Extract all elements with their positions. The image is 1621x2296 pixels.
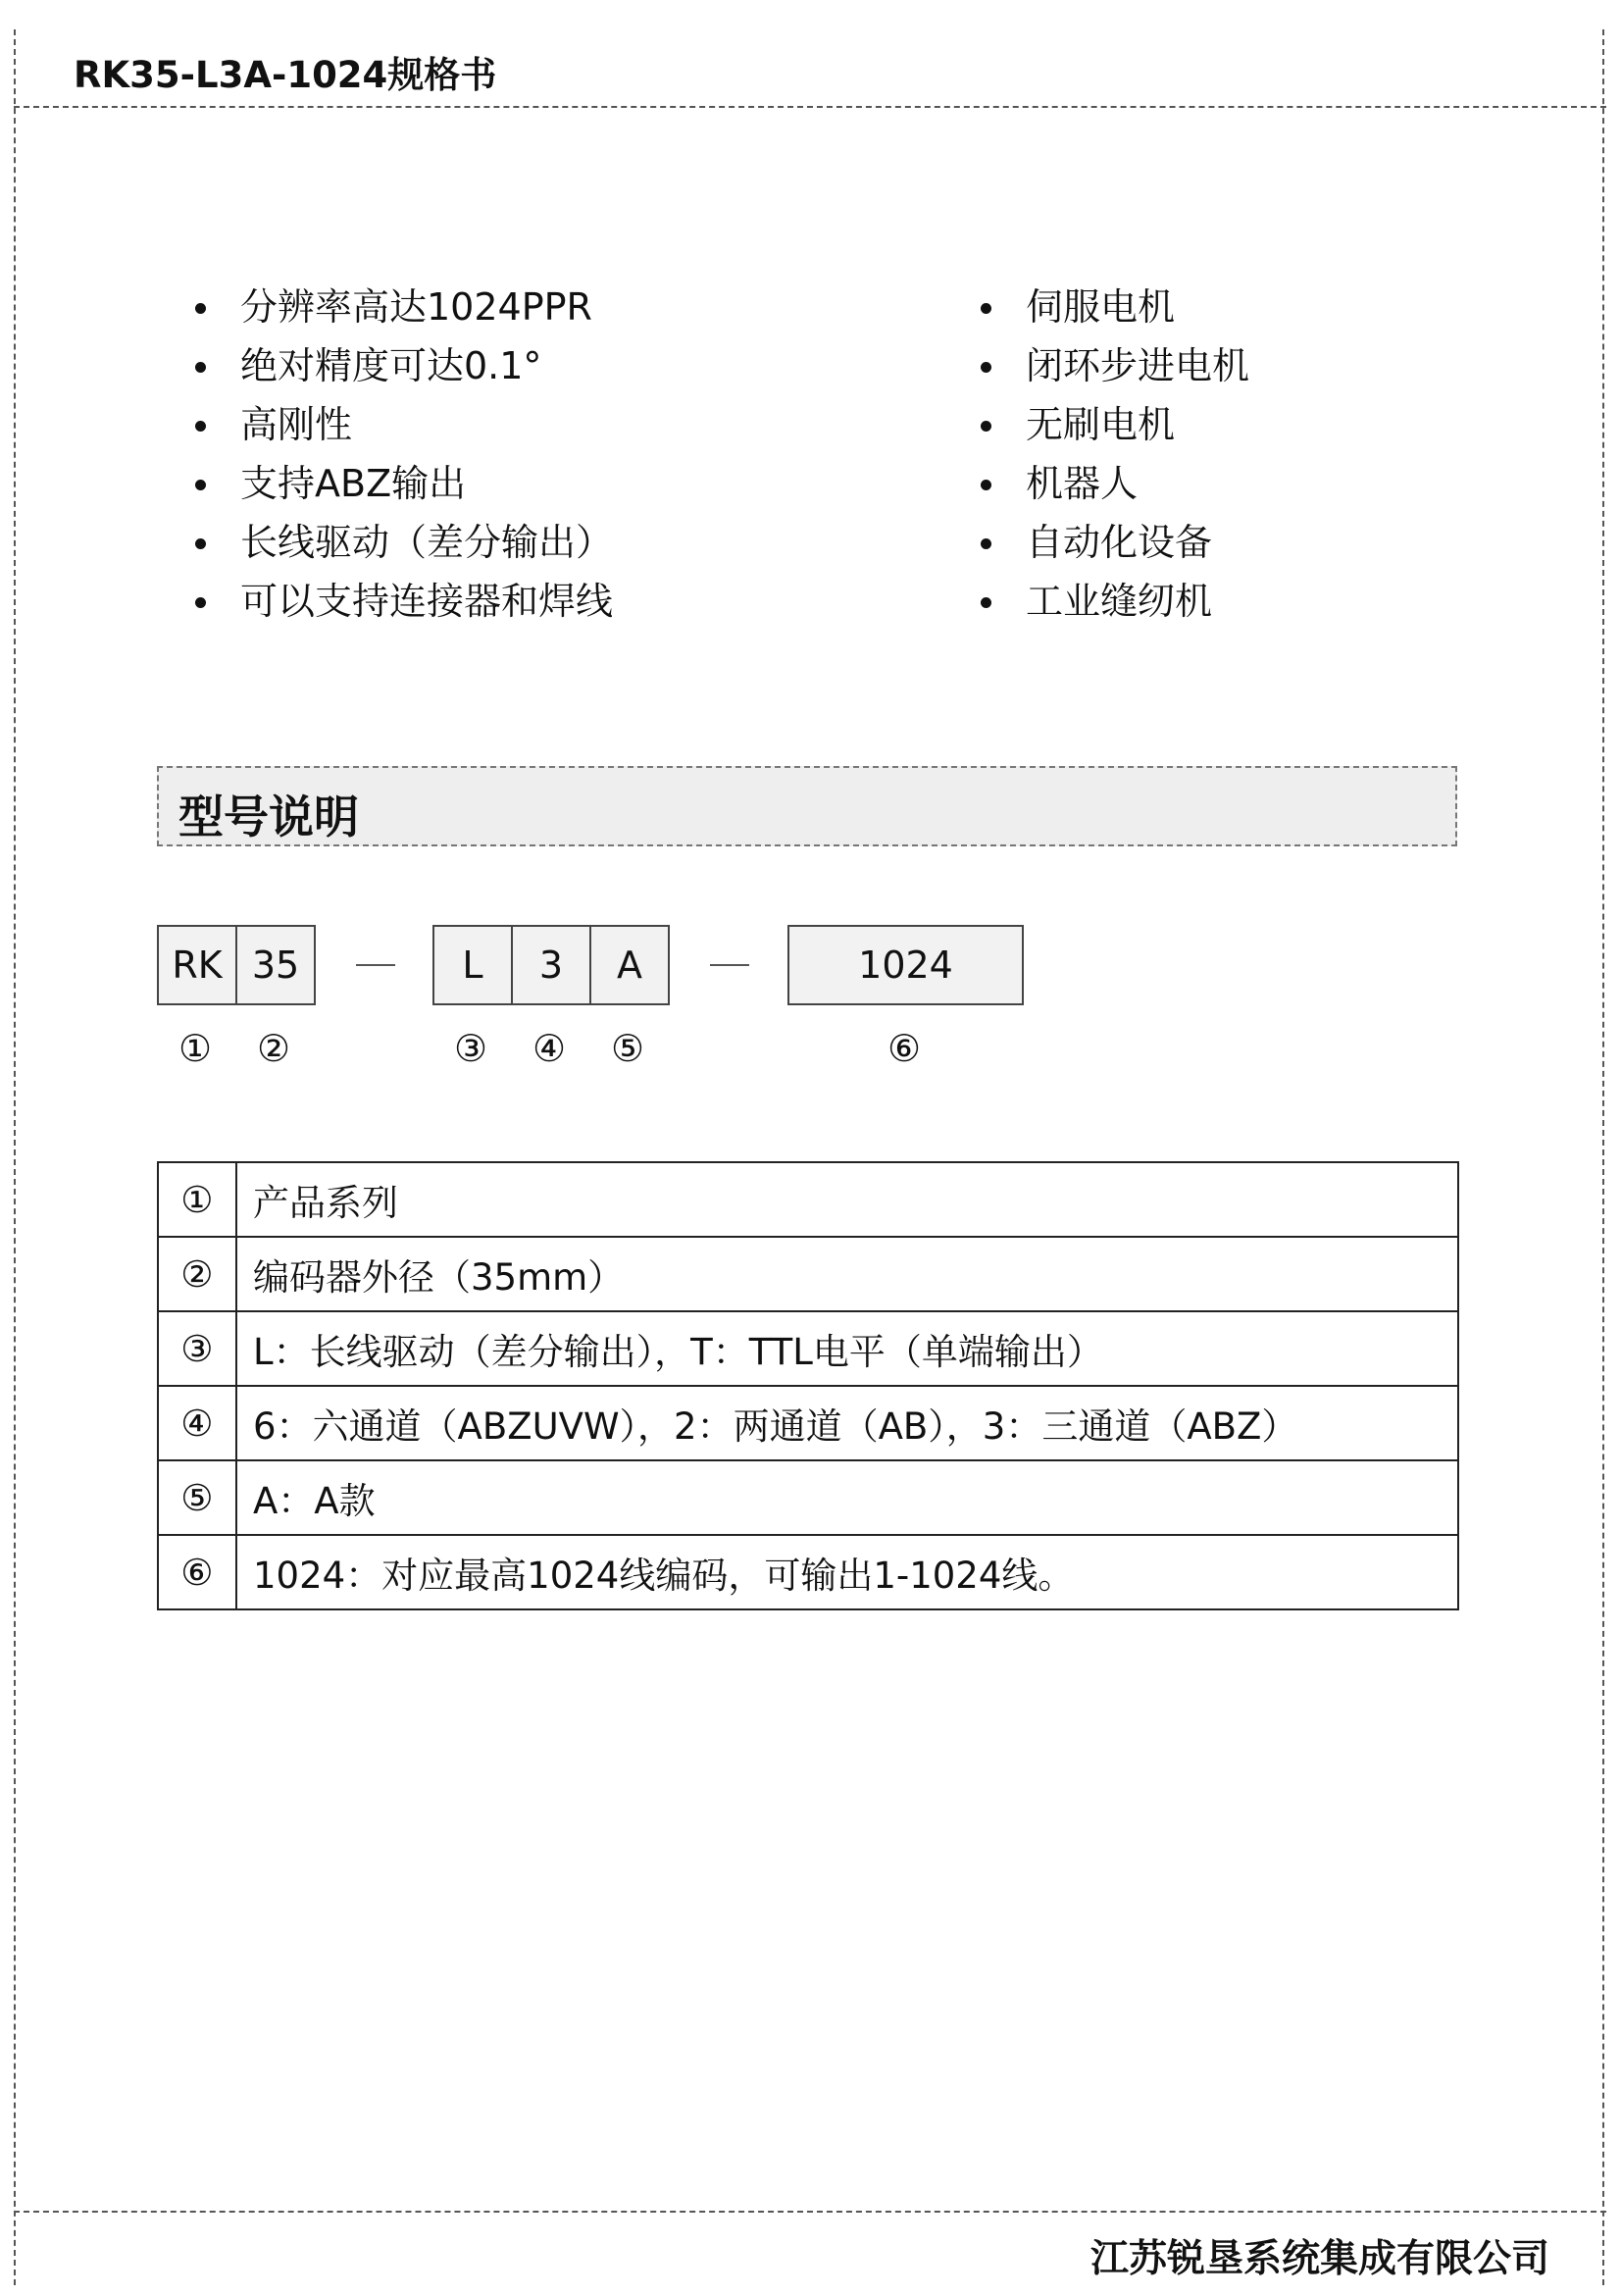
feature-item: 分辨率高达1024PPR <box>195 278 613 336</box>
code-part-series: RK <box>157 925 237 1005</box>
feature-item: 高刚性 <box>195 395 613 454</box>
company-name: 江苏锐垦系统集成有限公司 <box>1089 2237 1549 2281</box>
code-separator <box>356 964 395 966</box>
table-row <box>158 1311 1458 1386</box>
row-description: A：A款 <box>236 1460 1458 1535</box>
row-index: ④ <box>158 1386 236 1460</box>
application-item: 自动化设备 <box>981 513 1249 572</box>
feature-item: 可以支持连接器和焊线 <box>195 572 613 631</box>
application-item: 工业缝纫机 <box>981 572 1249 631</box>
table-row <box>158 1535 1458 1609</box>
code-part-resolution: 1024 <box>787 925 1024 1005</box>
feature-item: 长线驱动（差分输出） <box>195 513 613 572</box>
application-item: 伺服电机 <box>981 278 1249 336</box>
row-description: L：长线驱动（差分输出），T：TTL电平（单端输出） <box>236 1311 1458 1386</box>
table-row <box>158 1386 1458 1460</box>
index-marker: ② <box>256 1027 291 1070</box>
row-index: ① <box>158 1162 236 1237</box>
index-marker: ⑥ <box>886 1027 922 1070</box>
application-item: 机器人 <box>981 454 1249 513</box>
feature-item: 支持ABZ输出 <box>195 454 613 513</box>
table-row <box>158 1460 1458 1535</box>
application-item: 无刷电机 <box>981 395 1249 454</box>
model-spec-table <box>157 1161 1459 1610</box>
row-description: 1024：对应最高1024线编码，可输出1-1024线。 <box>236 1535 1458 1609</box>
application-list <box>981 278 1249 631</box>
code-part-version: A <box>589 925 670 1005</box>
code-part-channels: 3 <box>511 925 591 1005</box>
section-title: 型号说明 <box>178 791 359 843</box>
row-index: ③ <box>158 1311 236 1386</box>
index-marker: ③ <box>453 1027 488 1070</box>
index-marker: ④ <box>532 1027 567 1070</box>
row-index: ⑤ <box>158 1460 236 1535</box>
row-index: ⑥ <box>158 1535 236 1609</box>
row-description: 编码器外径（35mm） <box>236 1237 1458 1311</box>
row-index: ② <box>158 1237 236 1311</box>
code-separator <box>710 964 749 966</box>
header-divider <box>14 106 1606 108</box>
table-row <box>158 1162 1458 1237</box>
model-section-header <box>157 766 1457 846</box>
index-marker: ⑤ <box>610 1027 645 1070</box>
row-description: 6：六通道（ABZUVW），2：两通道（AB），3：三通道（ABZ） <box>236 1386 1458 1460</box>
footer-divider <box>14 2211 1606 2213</box>
code-part-output: L <box>432 925 513 1005</box>
feature-list <box>195 278 613 631</box>
index-marker: ① <box>177 1027 213 1070</box>
code-part-diameter: 35 <box>235 925 316 1005</box>
document-title: RK35-L3A-1024规格书 <box>74 54 497 96</box>
application-item: 闭环步进电机 <box>981 336 1249 395</box>
feature-item: 绝对精度可达0.1° <box>195 336 613 395</box>
table-row <box>158 1237 1458 1311</box>
row-description: 产品系列 <box>236 1162 1458 1237</box>
